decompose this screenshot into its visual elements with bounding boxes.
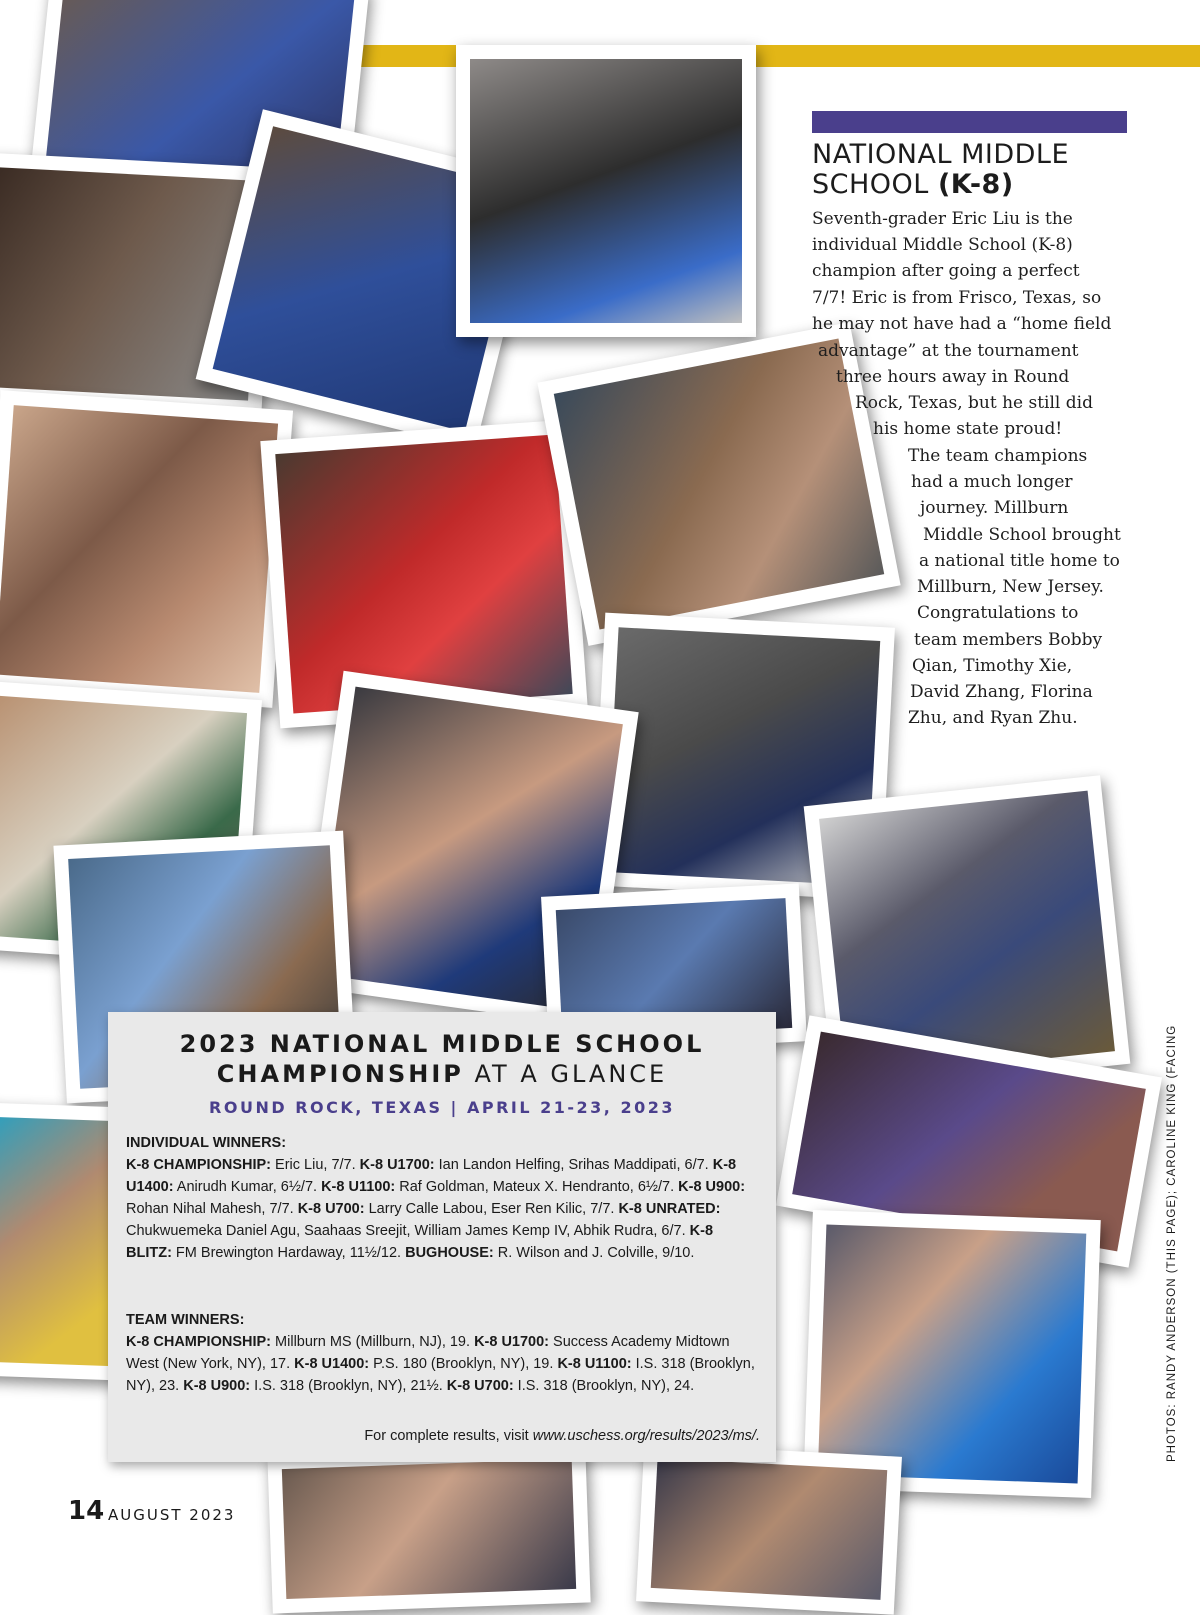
team-text: I.S. 318 (Brooklyn, NY), 24. <box>513 1378 695 1394</box>
team-label: K-8 U1100: <box>557 1356 632 1372</box>
body-line: journey. Millburn <box>920 498 1069 518</box>
winner-text: Larry Calle Labou, Eser Ren Kilic, 7/7. <box>364 1201 619 1217</box>
team-label: K-8 U1700: <box>474 1334 550 1350</box>
body-line: 7/7! Eric is from Frisco, Texas, so <box>812 288 1102 308</box>
winner-text: Ian Landon Helfing, Srihas Maddipati, 6/7. <box>434 1157 713 1173</box>
glance-title-line1: 2023 NATIONAL MIDDLE SCHOOL <box>179 1030 705 1058</box>
body-line: a national title home to <box>919 551 1120 571</box>
body-line: Congratulations to <box>917 603 1079 623</box>
body-line: Millburn, New Jersey. <box>917 577 1104 597</box>
winner-label: K-8 U700: <box>297 1201 365 1217</box>
photo-boy-glasses-bottom <box>267 1444 590 1613</box>
team-text: Success Academy Midtown West (New York, NY), 17. <box>126 1334 730 1372</box>
photo-tournament-staff-laptop <box>456 45 756 337</box>
gold-accent-bar-right <box>750 45 1200 67</box>
winner-text: Rohan Nihal Mahesh, 7/7. <box>126 1201 298 1217</box>
body-line: team members Bobby <box>914 630 1103 650</box>
body-line: The team champions <box>908 446 1088 466</box>
team-heading: TEAM WINNERS: <box>126 1312 245 1328</box>
winner-label: K-8 U900: <box>678 1179 746 1195</box>
body-line: Qian, Timothy Xie, <box>912 656 1073 676</box>
body-line: had a much longer <box>911 472 1073 492</box>
team-text: I.S. 318 (Brooklyn, NY), 23. <box>126 1356 755 1394</box>
team-label: K-8 U1400: <box>294 1356 370 1372</box>
glance-title-light: AT A GLANCE <box>463 1060 668 1088</box>
body-line: individual Middle School (K-8) <box>812 235 1073 255</box>
body-line: champion after going a perfect <box>812 261 1080 281</box>
winner-text: Eric Liu, 7/7. <box>271 1157 360 1173</box>
body-line: Seventh-grader Eric Liu is the <box>812 209 1073 229</box>
winner-text: R. Wilson and J. Colville, 9/10. <box>493 1245 695 1261</box>
body-line: Zhu, and Ryan Zhu. <box>908 708 1078 728</box>
glance-title-line2 <box>108 1060 776 1088</box>
team-winners <box>126 1309 762 1397</box>
body-line: he may not have had a “home field <box>812 314 1112 334</box>
glance-title-bold: CHAMPIONSHIP <box>216 1060 464 1088</box>
winner-text: Chukwuemeka Daniel Agu, Saahaas Sreejit, William James Kemp IV, Abhik Rudra, 6/7. <box>126 1223 690 1239</box>
photo-credit: PHOTOS: RANDY ANDERSON (THIS PAGE); CAROLINE KING (FACING <box>1166 1024 1178 1462</box>
team-text: I.S. 318 (Brooklyn, NY), 21½. <box>250 1378 447 1394</box>
winner-label: K-8 UNRATED: <box>618 1201 721 1217</box>
section-title-bold: (K-8) <box>937 169 1014 200</box>
winner-label: K-8 U1100: <box>321 1179 396 1195</box>
team-text: Millburn MS (Millburn, NJ), 19. <box>271 1334 475 1350</box>
winner-text: Anirudh Kumar, 6½/7. <box>173 1179 322 1195</box>
winner-label: K-8 U1700: <box>359 1157 435 1173</box>
body-line: advantage” at the tournament <box>818 341 1079 361</box>
photo-boy-bottom-right <box>636 1443 902 1614</box>
page-number: 14 <box>68 1496 105 1526</box>
winner-label: BUGHOUSE: <box>405 1245 494 1261</box>
results-note <box>364 1428 760 1444</box>
winner-label: K-8 CHAMPIONSHIP: <box>126 1157 272 1173</box>
at-a-glance-box <box>108 1012 776 1462</box>
body-line: three hours away in Round <box>836 367 1070 387</box>
body-line: his home state proud! <box>873 419 1063 439</box>
individual-heading: INDIVIDUAL WINNERS: <box>126 1135 287 1151</box>
winner-label: K-8 BLITZ: <box>126 1223 714 1261</box>
winner-text: Raf Goldman, Mateux X. Hendranto, 6½/7. <box>395 1179 679 1195</box>
individual-winners <box>126 1132 762 1264</box>
glance-subtitle: ROUND ROCK, TEXAS | APRIL 21-23, 2023 <box>209 1098 675 1117</box>
section-title <box>812 140 1142 200</box>
results-prefix: For complete results, visit <box>364 1428 533 1444</box>
section-title-line1: NATIONAL MIDDLE <box>812 139 1070 170</box>
team-text: P.S. 180 (Brooklyn, NY), 19. <box>369 1356 558 1372</box>
body-line: Rock, Texas, but he still did <box>855 393 1093 413</box>
photo-children-audience <box>0 390 293 708</box>
team-label: K-8 CHAMPIONSHIP: <box>126 1334 272 1350</box>
section-accent-bar <box>812 111 1127 133</box>
winner-label: K-8 U1400: <box>126 1157 737 1195</box>
body-line: Middle School brought <box>923 525 1121 545</box>
results-link[interactable]: www.uschess.org/results/2023/ms/. <box>532 1428 760 1444</box>
individual-list <box>126 1154 762 1264</box>
section-title-line2: SCHOOL <box>812 169 938 200</box>
team-label: K-8 U900: <box>183 1378 251 1394</box>
winner-text: FM Brewington Hardaway, 11½/12. <box>171 1245 406 1261</box>
team-label: K-8 U700: <box>446 1378 514 1394</box>
body-line: David Zhang, Florina <box>910 682 1093 702</box>
issue-date: AUGUST 2023 <box>108 1506 236 1524</box>
team-list <box>126 1331 762 1397</box>
